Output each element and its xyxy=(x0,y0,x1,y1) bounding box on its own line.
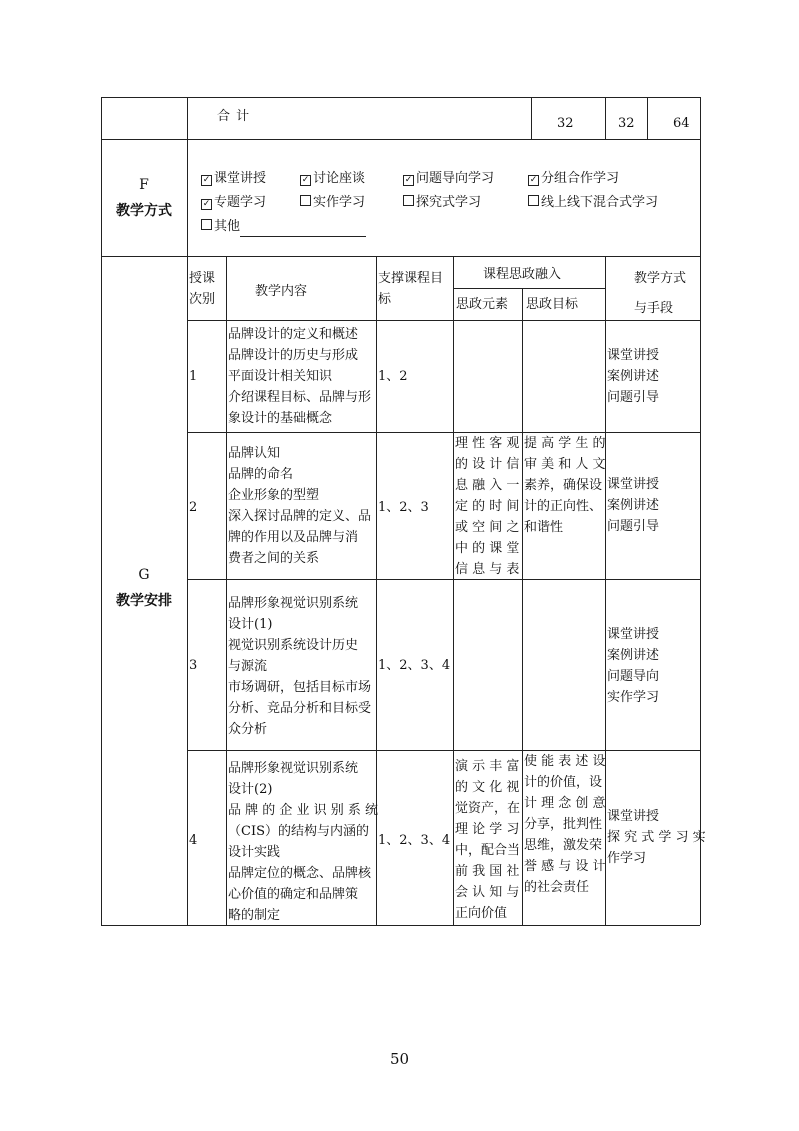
checkbox-checked-icon: ✓ xyxy=(202,199,211,209)
row-session: 4 xyxy=(189,833,198,848)
method-blended[interactable]: 线上线下混合式学习 xyxy=(528,193,658,213)
row-methods: 课堂讲授 案例讲述 问题导向 实作学习 xyxy=(607,627,660,705)
header-ideology-goals: 思政目标 xyxy=(526,297,579,312)
header-ideology: 课程思政融入 xyxy=(483,267,562,282)
checkbox-empty-icon xyxy=(300,195,311,206)
total-value-1: 32 xyxy=(557,116,574,131)
checkbox-checked-icon: ✓ xyxy=(404,175,413,185)
row-goals: 1、2、3、4 xyxy=(378,658,451,673)
method-topic-study[interactable]: ✓ 专题学习 xyxy=(202,195,267,210)
header-method: 教学方式 与手段 xyxy=(634,271,687,316)
total-value-2: 32 xyxy=(618,116,635,131)
checkbox-empty-icon xyxy=(201,219,212,230)
section-f-label xyxy=(101,172,187,224)
checkbox-empty-icon xyxy=(403,195,414,206)
section-f-code: F xyxy=(139,177,149,193)
header-session: 授课 次别 xyxy=(189,271,216,307)
header-content: 教学内容 xyxy=(255,284,308,299)
section-g-code: G xyxy=(138,567,150,583)
checkbox-checked-icon: ✓ xyxy=(529,175,538,185)
row-elements: 理 性 客 观 的 设 计 信 息 融 入 一 定 的 时 间 或 空 间 之 中 的 课 堂 信 息 与 表 xyxy=(455,436,520,577)
section-g-title: 教学安排 xyxy=(116,593,172,609)
row-session: 2 xyxy=(189,500,198,515)
row-content: 品牌设计的定义和概述 品牌设计的历史与形成 平面设计相关知识 介绍课程目标、品牌与形 象设计的基础概念 xyxy=(228,327,372,426)
method-discussion[interactable]: ✓ 讨论座谈 xyxy=(301,171,366,186)
header-goal: 支撑课程目 标 xyxy=(378,271,444,307)
section-f-title: 教学方式 xyxy=(116,203,172,219)
row-methods: 课堂讲授 案例讲述 问题引导 xyxy=(607,477,660,534)
method-other[interactable]: 其他 xyxy=(201,217,366,237)
row-methods: 课堂讲授 案例讲述 问题引导 xyxy=(607,348,660,405)
method-group-cooperation[interactable]: ✓ 分组合作学习 xyxy=(529,171,620,186)
method-practical[interactable]: 实作学习 xyxy=(300,193,365,213)
total-value-3: 64 xyxy=(673,116,690,131)
row-goals: 1、2 xyxy=(378,369,408,384)
row-goals: 1、2、3 xyxy=(378,500,429,515)
row-content: 品牌认知 品牌的命名 企业形象的型塑 深入探讨品牌的定义、品 牌的作用以及品牌与消 费者之间的关系 xyxy=(228,446,372,566)
checkbox-checked-icon: ✓ xyxy=(202,175,211,185)
row-session: 1 xyxy=(189,369,198,384)
section-g-label xyxy=(101,562,187,614)
row-content: 品牌形象视觉识别系统 设计(2) 品 牌 的 企 业 识 别 系 统 （CIS）的结构与内涵的 设计实践 品牌定位的概念、品牌核 心价值的确定和品牌策 略的制定 xyxy=(228,761,379,923)
checkbox-empty-icon xyxy=(528,195,539,206)
row-ideology-goals: 提 高 学 生 的 审 美 和 人 文 素养，确保设 计的正向性、 和谐性 xyxy=(524,436,606,535)
method-lecture[interactable]: ✓ 课堂讲授 xyxy=(202,171,267,186)
row-content: 品牌形象视觉识别系统 设计(1) 视觉识别系统设计历史 与源流 市场调研，包括目标市场 分析、竞品分析和目标受 众分析 xyxy=(228,596,372,737)
checkbox-checked-icon: ✓ xyxy=(301,175,310,185)
row-elements: 演 示 丰 富 的 文 化 视 觉资产，在 理 论 学 习 中，配合当 前 我 国 社 会 认 知 与 正向价值 xyxy=(455,759,521,921)
header-ideology-elements: 思政元素 xyxy=(456,297,509,312)
other-fill-line[interactable] xyxy=(240,222,366,237)
total-label: 合 计 xyxy=(217,109,251,124)
method-problem-oriented[interactable]: ✓ 问题导向学习 xyxy=(404,171,495,186)
row-ideology-goals: 使 能 表 述 设 计的价值，设 计 理 念 创 意 分享，批判性 思维，激发荣 誉 感 与 设 计 的社会责任 xyxy=(524,754,606,895)
page-number: 50 xyxy=(389,1050,410,1068)
row-session: 3 xyxy=(189,658,198,673)
method-inquiry[interactable]: 探究式学习 xyxy=(403,193,481,213)
row-methods: 课堂讲授 探 究 式 学 习 实 作学习 xyxy=(607,809,706,866)
row-goals: 1、2、3、4 xyxy=(378,833,451,848)
